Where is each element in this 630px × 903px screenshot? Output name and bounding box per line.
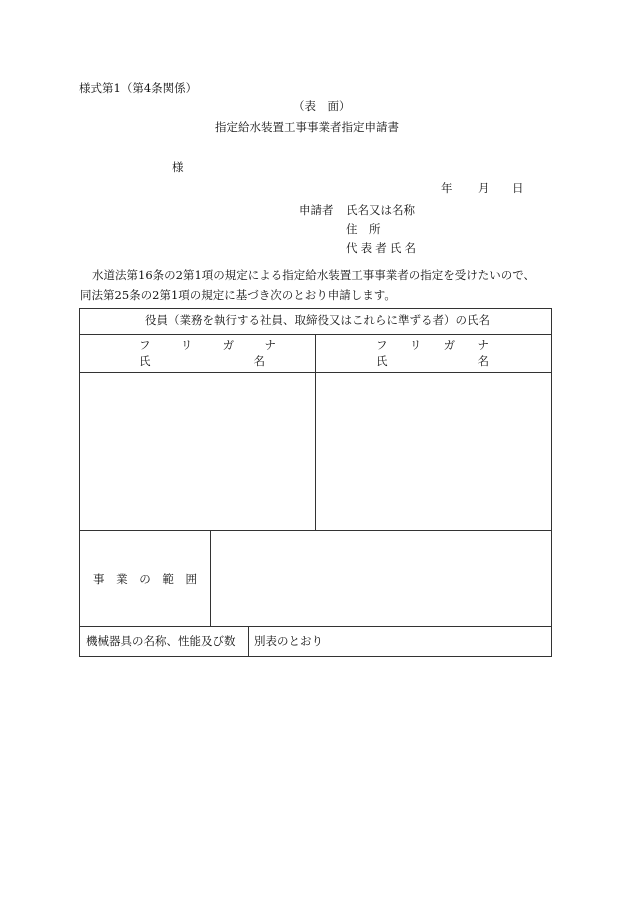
col-divider-officers: [315, 334, 316, 531]
furigana-char: ナ: [477, 338, 489, 352]
body-text-line2: 同法第25条の2第1項の規定に基づき次のとおり申請します。: [80, 288, 396, 302]
body-text-line1: 水道法第16条の2第1項の規定による指定給水装置工事事業者の指定を受けたいので、: [92, 268, 536, 282]
applicant-representative-label: [346, 243, 416, 255]
scope-char: の: [139, 572, 151, 586]
form-title: 指定給水装置工事事業者指定申請書: [215, 120, 399, 134]
name-char: 氏: [139, 354, 151, 368]
table-border-left: [79, 308, 80, 657]
applicant-address-label: 住 所: [346, 222, 381, 236]
applicant-name-label: 氏名又は名称: [346, 203, 415, 217]
side-label: （表 面）: [293, 99, 351, 113]
furigana-char: フ: [139, 338, 151, 352]
scope-char: 業: [116, 572, 128, 586]
furigana-char: リ: [180, 338, 193, 352]
table-border-bottom: [79, 656, 552, 657]
rep-char: 名: [404, 241, 416, 255]
furigana-char: ガ: [443, 338, 456, 352]
scope-char: 範: [162, 572, 174, 586]
name-label-left: [139, 356, 265, 368]
table-border-top: [79, 308, 552, 309]
furigana-char: ガ: [222, 338, 235, 352]
col-divider-business-scope: [210, 530, 211, 627]
furigana-char: リ: [409, 338, 422, 352]
name-char: 名: [253, 354, 265, 368]
col-divider-equipment: [248, 626, 249, 657]
equipment-value: 別表のとおり: [254, 634, 323, 648]
furigana-char: フ: [376, 338, 388, 352]
row-divider-business-scope: [79, 626, 552, 627]
business-scope-label: [93, 574, 197, 586]
rep-char: 代: [346, 241, 358, 255]
furigana-char: ナ: [264, 338, 276, 352]
equipment-label: 機械器具の名称、性能及び数: [86, 634, 236, 648]
form-number: 様式第1（第4条関係）: [79, 81, 198, 95]
officers-header: 役員（業務を執行する社員、取締役又はこれらに準ずる者）の氏名: [145, 313, 490, 327]
addressee-suffix: 様: [172, 160, 184, 174]
rep-char: 表: [360, 241, 373, 255]
scope-char: 囲: [185, 572, 197, 586]
furigana-label-left: [139, 340, 276, 352]
applicant-label: 申請者: [299, 203, 334, 217]
name-char: 名: [477, 354, 489, 368]
furigana-label-right: [376, 340, 489, 352]
date-year-label: 年: [441, 181, 453, 195]
scope-char: 事: [93, 572, 105, 586]
rep-char: 氏: [389, 241, 402, 255]
date-day-label: 日: [512, 181, 524, 195]
name-label-right: [376, 356, 489, 368]
name-char: 氏: [376, 354, 388, 368]
date-month-label: 月: [478, 181, 490, 195]
table-border-right: [551, 308, 552, 657]
rep-char: 者: [375, 241, 387, 255]
